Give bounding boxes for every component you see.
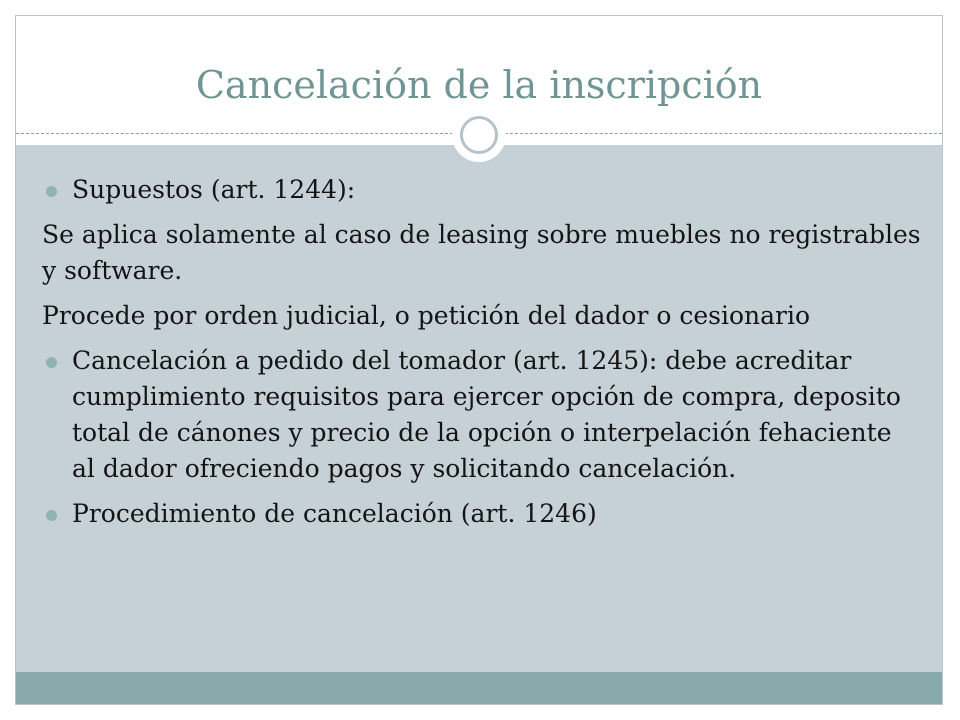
- circle-ring-icon: [452, 108, 506, 162]
- paragraph-text: Se aplica solamente al caso de leasing sobre muebles no registrables y software.: [42, 220, 921, 285]
- footer-bar: [16, 672, 942, 704]
- slide-body: [42, 172, 922, 541]
- paragraph-alcance: [42, 217, 922, 289]
- bullet-text: Cancelación a pedido del tomador (art. 1245): debe acreditar cumplimiento requisitos para ejercer opción de compra, deposito total de cánones y precio de la opción o interpelación fehaciente al dador ofreciendo pagos y solicitando cancelación.: [72, 346, 901, 483]
- bullet-dot-icon: [46, 510, 57, 521]
- bullet-text: Procedimiento de cancelación (art. 1246): [72, 499, 597, 528]
- bullet-dot-icon: [46, 186, 57, 197]
- bullet-dot-icon: [46, 357, 57, 368]
- slide-title: Cancelación de la inscripción: [195, 63, 763, 107]
- bullet-item-cancelacion-tomador: [42, 343, 922, 487]
- bullet-text: Supuestos (art. 1244):: [72, 175, 356, 204]
- paragraph-procedencia: [42, 298, 922, 334]
- bullet-item-procedimiento: [42, 496, 922, 532]
- circle-ring-inner: [460, 116, 498, 154]
- bullet-item-supuestos: [42, 172, 922, 208]
- paragraph-text: Procede por orden judicial, o petición del dador o cesionario: [42, 301, 811, 330]
